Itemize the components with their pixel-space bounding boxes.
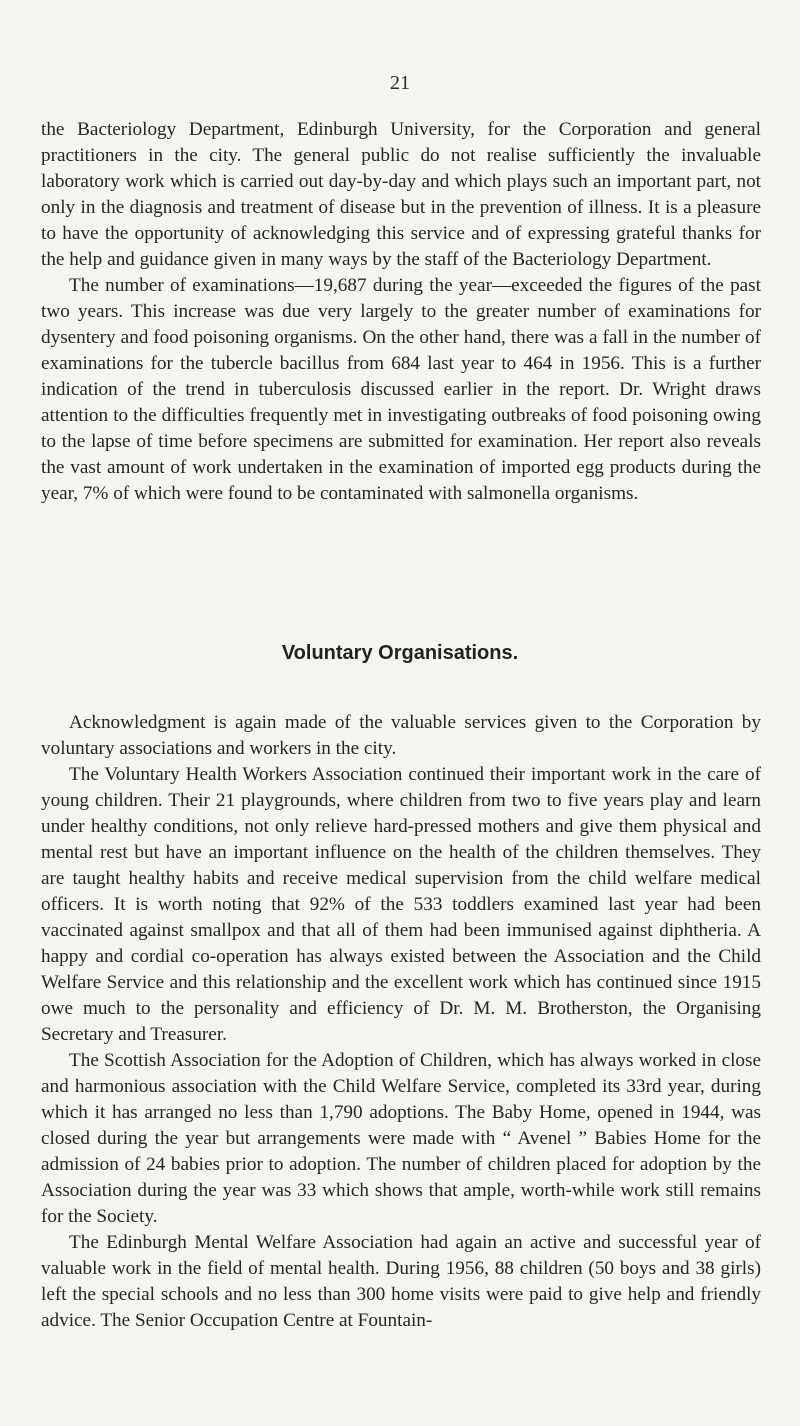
voluntary-organisations-section xyxy=(41,710,761,1334)
paragraph-voluntary-health-workers: The Voluntary Health Workers Association continued their important work in the care of young children. Their 21 playgrounds, where children from two to five years play and learn under healthy conditions, not only relieve hard-pressed mothers and give them physical and mental rest but have an important influence on the health of the children themselves. They are taught healthy habits and receive medical supervision from the child welfare medical officers. It is worth noting that 92% of the 533 toddlers examined last year had been vaccinated against smallpox and that all of them had been immunised against diphtheria. A happy and cordial co-operation has always existed between the Association and the Child Welfare Service and this relationship and the excellent work which has continued since 1915 owe much to the personality and efficiency of Dr. M. M. Brotherston, the Organising Secretary and Treasurer. xyxy=(41,764,761,1045)
bacteriology-section xyxy=(41,117,761,507)
paragraph-adoption-association: The Scottish Association for the Adoption of Children, which has always worked in close and harmonious association with the Child Welfare Service, completed its 33rd year, during which it has arranged no less than 1,790 adoptions. The Baby Home, opened in 1944, was closed during the year but arrangements were made with “ Avenel ” Babies Home for the admission of 24 babies prior to adoption. The number of children placed for adoption by the Association during the year was 33 which shows that ample, worth-while work still remains for the Society. xyxy=(41,1050,761,1227)
section-heading-voluntary-organisations: Voluntary Organisations. xyxy=(281,642,519,664)
page-number: 21 xyxy=(390,72,410,94)
paragraph-acknowledgment: Acknowledgment is again made of the valuable services given to the Corporation by voluntary associations and workers in the city. xyxy=(41,712,761,759)
paragraph-examinations: The number of examinations—19,687 during the year—exceeded the figures of the past two years. This increase was due very largely to the greater number of examinations for dysentery and food poisoning organisms. On the other hand, there was a fall in the number of examinations for the tubercle bacillus from 684 last year to 464 in 1956. This is a further indication of the trend in tuberculosis discussed earlier in the report. Dr. Wright draws attention to the difficulties frequently met in investigating outbreaks of food poisoning owing to the lapse of time before specimens are submitted for examination. Her report also reveals the vast amount of work undertaken in the examination of imported egg products during the year, 7% of which were found to be contaminated with salmonella organisms. xyxy=(41,275,761,504)
paragraph-mental-welfare: The Edinburgh Mental Welfare Association had again an active and successful year of valuable work in the field of mental health. During 1956, 88 children (50 boys and 38 girls) left the special schools and no less than 300 home visits were paid to give help and friendly advice. The Senior Occupation Centre at Fountain- xyxy=(41,1232,761,1331)
paragraph-bacteriology-thanks: the Bacteriology Department, Edinburgh University, for the Corporation and general practitioners in the city. The general public do not realise sufficiently the invaluable laboratory work which is carried out day-by-day and which plays such an important part, not only in the diagnosis and treatment of disease but in the prevention of illness. It is a pleasure to have the opportunity of acknowledging this service and of expressing grateful thanks for the help and guidance given in many ways by the staff of the Bacteriology Department. xyxy=(41,119,761,270)
